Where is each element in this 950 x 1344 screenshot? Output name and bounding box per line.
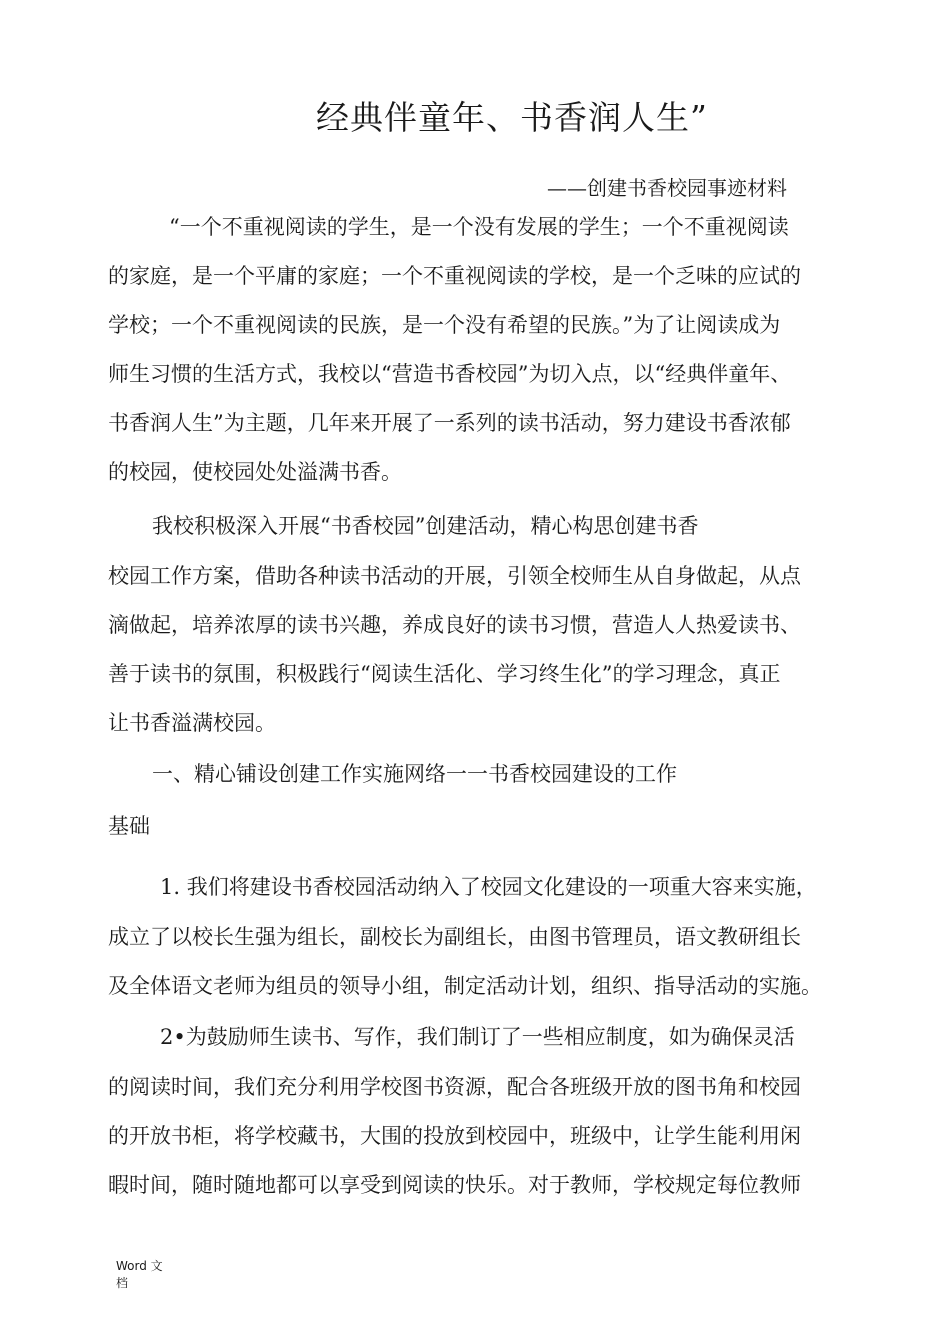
paragraph-line: 善于读书的氛围，积极践行“阅读生活化、学习终生化”的学习理念，真正 [108, 662, 781, 686]
paragraph-line: 滴做起，培养浓厚的读书兴趣，养成良好的读书习惯，营造人人热爱读书、 [108, 613, 801, 637]
paragraph-line: 我校积极深入开展“书香校园”创建活动，精心构思创建书香 [152, 514, 699, 538]
document-title: 经典伴童年、书香润人生” [316, 98, 708, 137]
footer-label: Word 文 [116, 1259, 163, 1273]
paragraph-line: 1. 我们将建设书香校园活动纳入了校园文化建设的一项重大容来实施， [160, 875, 817, 899]
paragraph-line: 让书香溢满校园。 [108, 711, 276, 735]
paragraph-line: 的校园，使校园处处溢满书香。 [108, 460, 402, 484]
footer-label-continued: 档 [116, 1276, 129, 1290]
paragraph-line: 成立了以校长生强为组长，副校长为副组长，由图书管理员，语文教研组长 [108, 925, 801, 949]
page-footer [116, 1258, 176, 1292]
section-heading: 一、精心铺设创建工作实施网络一一书香校园建设的工作 [152, 762, 677, 786]
paragraph-line: 校园工作方案，借助各种读书活动的开展，引领全校师生从自身做起，从点 [108, 564, 801, 588]
paragraph-line: 书香润人生”为主题，几年来开展了一系列的读书活动，努力建设书香浓郁 [108, 411, 791, 435]
paragraph-line: 的阅读时间，我们充分利用学校图书资源，配合各班级开放的图书角和校园 [108, 1075, 801, 1099]
document-subtitle: ——创建书香校园事迹材料 [547, 176, 787, 200]
paragraph-line: 的开放书柜，将学校藏书，大围的投放到校园中，班级中，让学生能利用闲 [108, 1124, 801, 1148]
paragraph-line: 学校；一个不重视阅读的民族，是一个没有希望的民族。”为了让阅读成为 [108, 313, 781, 337]
paragraph-line: 及全体语文老师为组员的领导小组，制定活动计划，组织、指导活动的实施。 [108, 974, 822, 998]
paragraph-line: 的家庭，是一个平庸的家庭；一个不重视阅读的学校，是一个乏味的应试的 [108, 264, 801, 288]
paragraph-line: “一个不重视阅读的学生，是一个没有发展的学生；一个不重视阅读 [169, 215, 789, 239]
paragraph-line: 2•为鼓励师生读书、写作，我们制订了一些相应制度，如为确保灵活 [160, 1025, 795, 1049]
paragraph-line: 暇时间，随时随地都可以享受到阅读的快乐。对于教师，学校规定每位教师 [108, 1173, 801, 1197]
paragraph-line: 师生习惯的生活方式，我校以“营造书香校园”为切入点，以“经典伴童年、 [108, 362, 792, 386]
section-heading-continued: 基础 [108, 814, 150, 838]
